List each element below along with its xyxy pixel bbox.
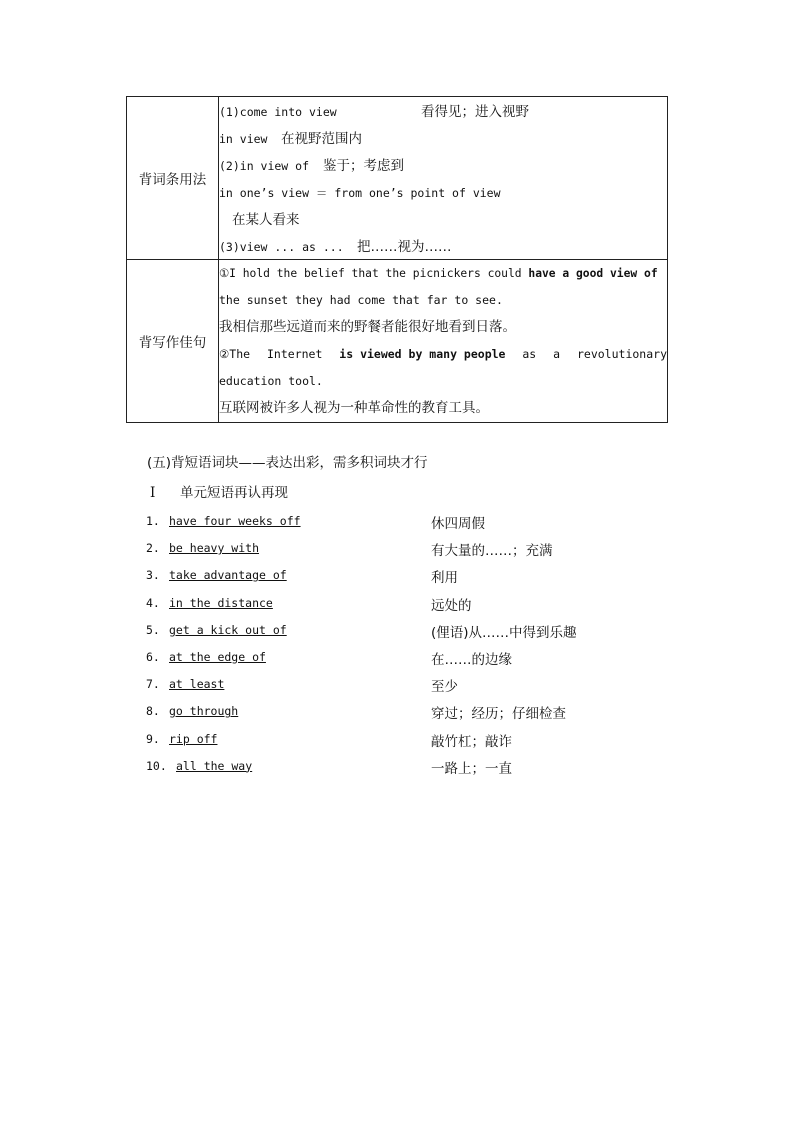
phrase-chinese: 利用 xyxy=(431,570,458,587)
usage-heading: 背写作佳句 xyxy=(138,335,207,351)
usage-zh: 在某人看来 xyxy=(232,212,300,228)
sentence-text: ①I hold the belief that the picnickers could xyxy=(219,267,529,280)
item-number: 10. xyxy=(146,758,167,773)
list-item xyxy=(146,619,646,646)
sentence-translation xyxy=(219,314,667,341)
roman-numeral: Ⅰ xyxy=(150,485,156,501)
phrase-english: get a kick out of xyxy=(169,622,287,637)
list-item xyxy=(146,592,646,619)
phrase-list xyxy=(146,510,646,782)
phrase-english: in the distance xyxy=(169,595,273,610)
sentence-highlight: have a good view of xyxy=(528,267,658,280)
usage-line xyxy=(219,124,667,151)
phrase-chinese: 休四周假 xyxy=(431,516,485,532)
usage-line xyxy=(219,151,667,178)
list-item xyxy=(146,700,646,727)
usage-en: (3)view ... as ... xyxy=(219,240,344,254)
list-item xyxy=(146,673,646,700)
usage-content-cell xyxy=(219,97,668,260)
usage-line xyxy=(219,232,667,259)
sentence-translation xyxy=(219,395,667,422)
sentence-word: revolutionary xyxy=(576,347,667,361)
section-title: (五)背短语词块——表达出彩，需多积词块才行 xyxy=(147,455,428,471)
phrase-chinese: (俚语)从……中得到乐趣 xyxy=(431,624,577,641)
usage-heading-cell xyxy=(127,260,219,423)
list-item xyxy=(146,564,646,591)
sentence-highlight: is viewed by many people xyxy=(339,347,506,361)
word-usage-table xyxy=(126,96,668,423)
item-number: 7. xyxy=(146,677,160,692)
sentence-line xyxy=(219,260,667,287)
usage-en: (1)come into view xyxy=(219,105,337,119)
usage-row xyxy=(127,260,668,423)
sentence-line xyxy=(219,341,667,368)
phrase-chinese: 穿过；经历；仔细检查 xyxy=(431,706,566,723)
sentence-word: a xyxy=(553,347,561,361)
phrase-english: go through xyxy=(169,704,239,719)
usage-zh: 鉴于；考虑到 xyxy=(323,158,404,174)
phrase-chinese: 有大量的……；充满 xyxy=(431,543,553,560)
item-number: 5. xyxy=(146,622,160,637)
usage-line xyxy=(219,97,667,124)
phrase-english: at least xyxy=(169,677,225,692)
sentence-word: Internet xyxy=(267,347,323,361)
usage-zh: 在视野范围内 xyxy=(281,131,362,147)
usage-en: in one’s view ＝ from one’s point of view xyxy=(219,186,501,200)
usage-heading-cell xyxy=(127,97,219,260)
item-number: 8. xyxy=(146,704,160,719)
subsection-heading xyxy=(150,482,288,504)
phrase-english: have four weeks off xyxy=(169,514,301,528)
list-item xyxy=(146,646,646,673)
usage-line xyxy=(219,205,667,232)
phrase-chinese: 敲竹杠；敲诈 xyxy=(431,733,512,750)
list-item xyxy=(146,510,646,537)
item-number: 4. xyxy=(146,595,160,610)
list-item xyxy=(146,537,646,564)
usage-line xyxy=(219,178,667,205)
phrase-english: take advantage of xyxy=(169,568,287,583)
item-number: 3. xyxy=(146,568,160,583)
phrase-chinese: 远处的 xyxy=(431,597,472,614)
phrase-english: at the edge of xyxy=(169,649,266,664)
sentence-line xyxy=(219,368,667,395)
sentence-word: ②The xyxy=(219,347,251,361)
sentence-line xyxy=(219,287,667,314)
phrase-chinese: 在……的边缘 xyxy=(431,651,512,668)
usage-heading: 背词条用法 xyxy=(138,172,207,188)
sentence-text: the sunset they had come that far to see. xyxy=(219,293,503,307)
phrase-chinese: 一路上；一直 xyxy=(431,760,512,777)
phrase-english: be heavy with xyxy=(169,541,260,556)
item-number: 1. xyxy=(146,514,160,528)
usage-zh: 把……视为…… xyxy=(357,239,452,255)
phrase-chinese: 至少 xyxy=(431,679,458,696)
subsection-title: 单元短语再认再现 xyxy=(180,485,288,501)
sentence-text: education tool. xyxy=(219,374,323,388)
list-item xyxy=(146,755,646,782)
usage-zh: 看得见；进入视野 xyxy=(421,104,529,120)
usage-en: in view xyxy=(219,132,268,146)
translation-text: 互联网被许多人视为一种革命性的教育工具。 xyxy=(219,400,489,416)
item-number: 9. xyxy=(146,731,160,746)
item-number: 2. xyxy=(146,541,160,556)
phrase-english: all the way xyxy=(176,758,253,773)
phrase-english: rip off xyxy=(169,731,218,746)
sentence-word: as xyxy=(522,347,537,361)
list-item xyxy=(146,728,646,755)
translation-text: 我相信那些远道而来的野餐者能很好地看到日落。 xyxy=(219,319,516,335)
sentence-content-cell xyxy=(219,260,668,423)
usage-row xyxy=(127,97,668,260)
usage-en: (2)in view of xyxy=(219,159,310,173)
item-number: 6. xyxy=(146,649,160,664)
